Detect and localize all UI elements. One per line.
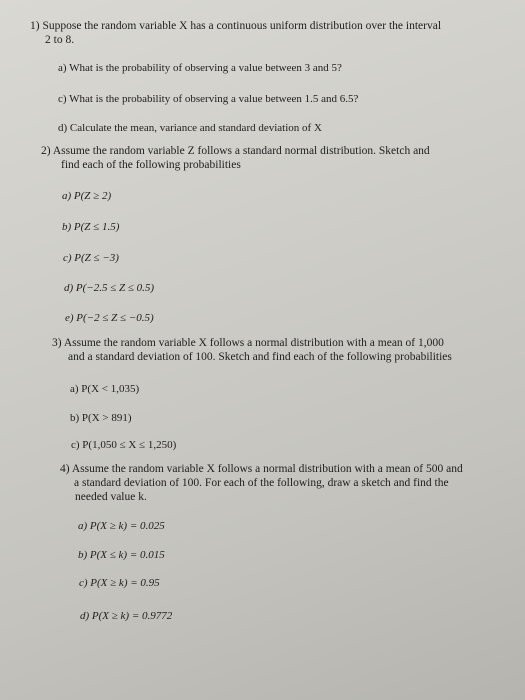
q3-part-b: b) P(X > 891) [70, 412, 132, 424]
q2-line2: find each of the following probabilities [61, 159, 241, 171]
q4-part-a: a) P(X ≥ k) = 0.025 [78, 520, 165, 532]
q3-line1: 3) Assume the random variable X follows a normal distribution with a mean of 1,000 [52, 337, 444, 349]
q3-line2: and a standard deviation of 100. Sketch and find each of the following probabilities [68, 351, 452, 363]
q2-line1: 2) Assume the random variable Z follows a standard normal distribution. Sketch and [41, 145, 430, 157]
q1-part-a: a) What is the probability of observing a value between 3 and 5? [58, 62, 342, 74]
q1-line2: 2 to 8. [45, 34, 75, 46]
q2-part-c: c) P(Z ≤ −3) [63, 252, 119, 264]
q2-part-a: a) P(Z ≥ 2) [62, 190, 112, 202]
q2-part-b: b) P(Z ≤ 1.5) [62, 221, 120, 233]
q1-part-d: d) Calculate the mean, variance and standard deviation of X [58, 122, 322, 134]
q1-line1: 1) Suppose the random variable X has a continuous uniform distribution over the interval [30, 20, 442, 32]
q2-part-d: d) P(−2.5 ≤ Z ≤ 0.5) [64, 282, 155, 294]
q4-part-c: c) P(X ≥ k) = 0.95 [79, 577, 160, 589]
q2-part-e: e) P(−2 ≤ Z ≤ −0.5) [65, 312, 154, 324]
q4-line2: a standard deviation of 100. For each of the following, draw a sketch and find the [74, 477, 449, 489]
q1-part-c: c) What is the probability of observing a value between 1.5 and 6.5? [58, 93, 359, 105]
q4-line1: 4) Assume the random variable X follows a normal distribution with a mean of 500 and [60, 463, 463, 475]
q4-part-d: d) P(X ≥ k) = 0.9772 [80, 610, 173, 622]
q4-line3: needed value k. [75, 491, 147, 503]
q3-part-a: a) P(X < 1,035) [70, 383, 140, 395]
q3-part-c: c) P(1,050 ≤ X ≤ 1,250) [71, 439, 177, 451]
q4-part-b: b) P(X ≤ k) = 0.015 [78, 549, 165, 561]
